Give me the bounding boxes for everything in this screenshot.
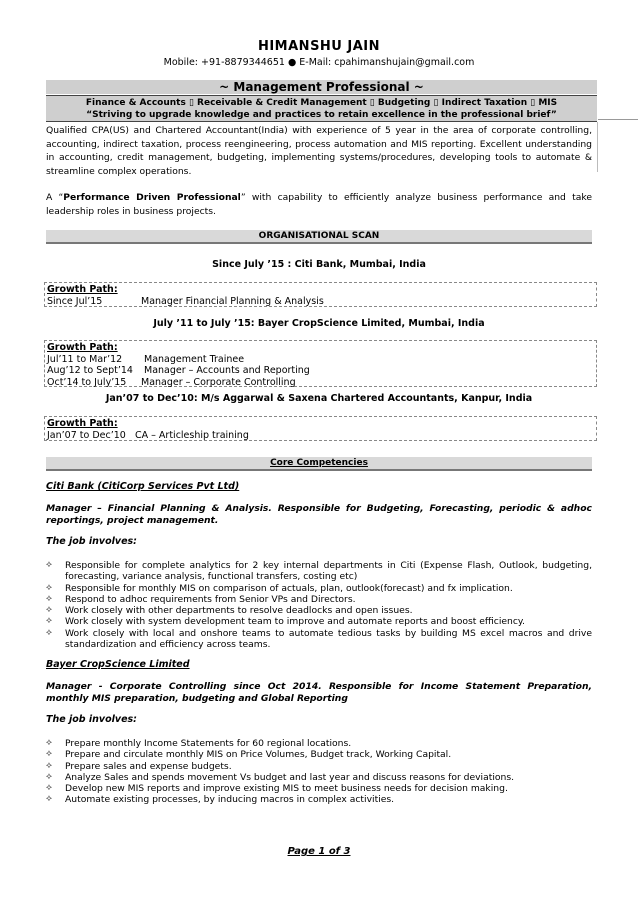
period: Jul’11 to Mar’12 <box>47 353 123 365</box>
candidate-name: HIMANSHU JAIN <box>257 39 381 54</box>
diamond-outline-icon: ⟡ <box>46 760 52 771</box>
role: Manager – Accounts and Reporting <box>144 365 310 376</box>
summary-text: A “ <box>46 192 64 203</box>
list-item <box>46 616 592 627</box>
list-item-text: Develop new MIS reports and improve existing MIS to meet business needs for decision making. <box>65 783 508 795</box>
diamond-outline-icon: ⟡ <box>46 783 52 794</box>
diamond-outline-icon: ⟡ <box>46 605 52 616</box>
list-item-text: Responsible for monthly MIS on comparison of actuals, plan, outlook(forecast) and fx implication. <box>65 582 513 594</box>
growth-path-label: Growth Path: <box>47 284 118 295</box>
profile-title-banner: ~ Management Professional ~ <box>46 80 597 94</box>
role: Manager – Corporate Controlling <box>141 376 296 388</box>
motto: “Striving to upgrade knowledge and practices to retain excellence in the professional brief” <box>86 110 557 120</box>
list-item <box>46 772 592 783</box>
diamond-outline-icon: ⟡ <box>46 582 52 593</box>
skills-banner <box>46 95 597 122</box>
summary-paragraph-2 <box>46 191 592 218</box>
growth-path-row <box>47 354 594 366</box>
job-involves-label: The job involves: <box>46 714 137 725</box>
list-item <box>46 783 592 794</box>
job-heading: July ’11 to July ’15: Bayer CropScience Limited, Mumbai, India <box>153 318 485 329</box>
diamond-outline-icon: ⟡ <box>46 560 52 570</box>
page-number: Page 1 of 3 <box>287 846 351 857</box>
period: Oct’14 to July’15 <box>47 376 127 388</box>
list-item <box>46 794 592 805</box>
growth-path-row <box>47 296 594 308</box>
diamond-outline-icon: ⟡ <box>46 616 52 627</box>
list-item-text: Analyze Sales and spends movement Vs budget and last year and discuss reasons for deviations. <box>65 771 515 783</box>
decorative-rule <box>598 119 638 120</box>
list-item-text: Responsible for complete analytics for 2 key internal departments in Citi (Expense Flash, Outlook, budgeting, forecasting, variance analysis, functional transfers, costing etc) <box>65 560 592 583</box>
job-heading: Since July ’15 : Citi Bank, Mumbai, India <box>212 259 426 270</box>
role: Manager Financial Planning & Analysis <box>141 295 324 307</box>
contact-line: Mobile: +91-8879344651 ● E-Mail: cpahimanshujain@gmail.com <box>163 57 475 68</box>
growth-path-box <box>44 416 597 441</box>
list-item-text: Respond to adhoc requirements from Senior VPs and Directors. <box>65 593 356 605</box>
list-item <box>46 560 592 583</box>
list-item-text: Work closely with other departments to resolve deadlocks and open issues. <box>65 605 413 617</box>
list-item-text: Work closely with local and onshore teams to automate tedious tasks by building MS excel macros and drive standardization and efficiency across teams. <box>65 627 592 651</box>
growth-path-box <box>44 282 597 307</box>
skills-list: Finance & Accounts ▯ Receivable & Credit Management ▯ Budgeting ▯ Indirect Taxation ▯ MIS <box>85 98 558 108</box>
role-summary: Manager – Financial Planning & Analysis. Responsible for Budgeting, Forecasting, periodic & adhoc reportings, project management. <box>46 503 592 526</box>
list-item <box>46 761 592 772</box>
list-item-text: Prepare sales and expense budgets. <box>65 760 232 772</box>
period: Since Jul’15 <box>47 295 103 307</box>
list-item <box>46 594 592 605</box>
role: Management Trainee <box>144 353 245 365</box>
job-involves-label: The job involves: <box>46 536 137 547</box>
diamond-outline-icon: ⟡ <box>46 593 52 604</box>
diamond-outline-icon: ⟡ <box>46 794 52 805</box>
growth-path-row <box>47 430 594 442</box>
list-item <box>46 738 592 749</box>
decorative-rule <box>597 122 598 172</box>
list-item <box>46 583 592 594</box>
role: CA – Articleship training <box>135 429 249 441</box>
diamond-outline-icon: ⟡ <box>46 771 52 782</box>
list-item <box>46 605 592 616</box>
list-item <box>46 749 592 760</box>
summary-highlight: Performance Driven Professional <box>63 192 241 203</box>
company-name: Citi Bank (CitiCorp Services Pvt Ltd) <box>46 481 240 492</box>
growth-path-label: Growth Path: <box>47 342 118 353</box>
summary-paragraph: Qualified CPA(US) and Chartered Accountant(India) with experience of 5 year in the area of corporate controlling, accounting, indirect taxation, process reengineering, process automation and MIS reporting. Excellent understanding in accounting, credit management, budgeting, implementing systems/procedures, developing tools to automate & streamline complex operations. <box>46 125 592 177</box>
period: Aug’12 to Sept’14 <box>47 365 133 376</box>
growth-path-row <box>47 377 594 389</box>
summary-text: ” with capability to efficiently analyze business performance and take leadership roles in business projects. <box>46 192 593 217</box>
section-header-core-competencies: Core Competencies <box>46 457 592 471</box>
diamond-outline-icon: ⟡ <box>46 738 52 748</box>
growth-path-row <box>47 365 594 377</box>
growth-path-label: Growth Path: <box>47 418 118 429</box>
role-summary: Manager - Corporate Controlling since Oct 2014. Responsible for Income Statement Preparation, monthly MIS preparation, budgeting and Global Reporting <box>46 681 592 704</box>
diamond-outline-icon: ⟡ <box>46 627 52 638</box>
list-item <box>46 628 592 651</box>
list-item-text: Automate existing processes, by inducing macros in complex activities. <box>65 794 395 806</box>
list-item-text: Prepare and circulate monthly MIS on Price Volumes, Budget track, Working Capital. <box>65 749 452 761</box>
period: Jan’07 to Dec’10 <box>47 429 126 441</box>
diamond-outline-icon: ⟡ <box>46 749 52 760</box>
bayer-responsibilities-list <box>46 738 592 806</box>
growth-path-box <box>44 340 597 387</box>
list-item-text: Work closely with system development team to improve and automate reports and boost efficiency. <box>65 616 525 628</box>
section-header-org-scan: ORGANISATIONAL SCAN <box>46 230 592 244</box>
list-item-text: Prepare monthly Income Statements for 60 regional locations. <box>65 738 352 749</box>
job-heading: Jan’07 to Dec’10: M/s Aggarwal & Saxena Chartered Accountants, Kanpur, India <box>105 393 533 404</box>
company-name: Bayer CropScience Limited <box>46 659 190 670</box>
citi-responsibilities-list <box>46 560 592 650</box>
